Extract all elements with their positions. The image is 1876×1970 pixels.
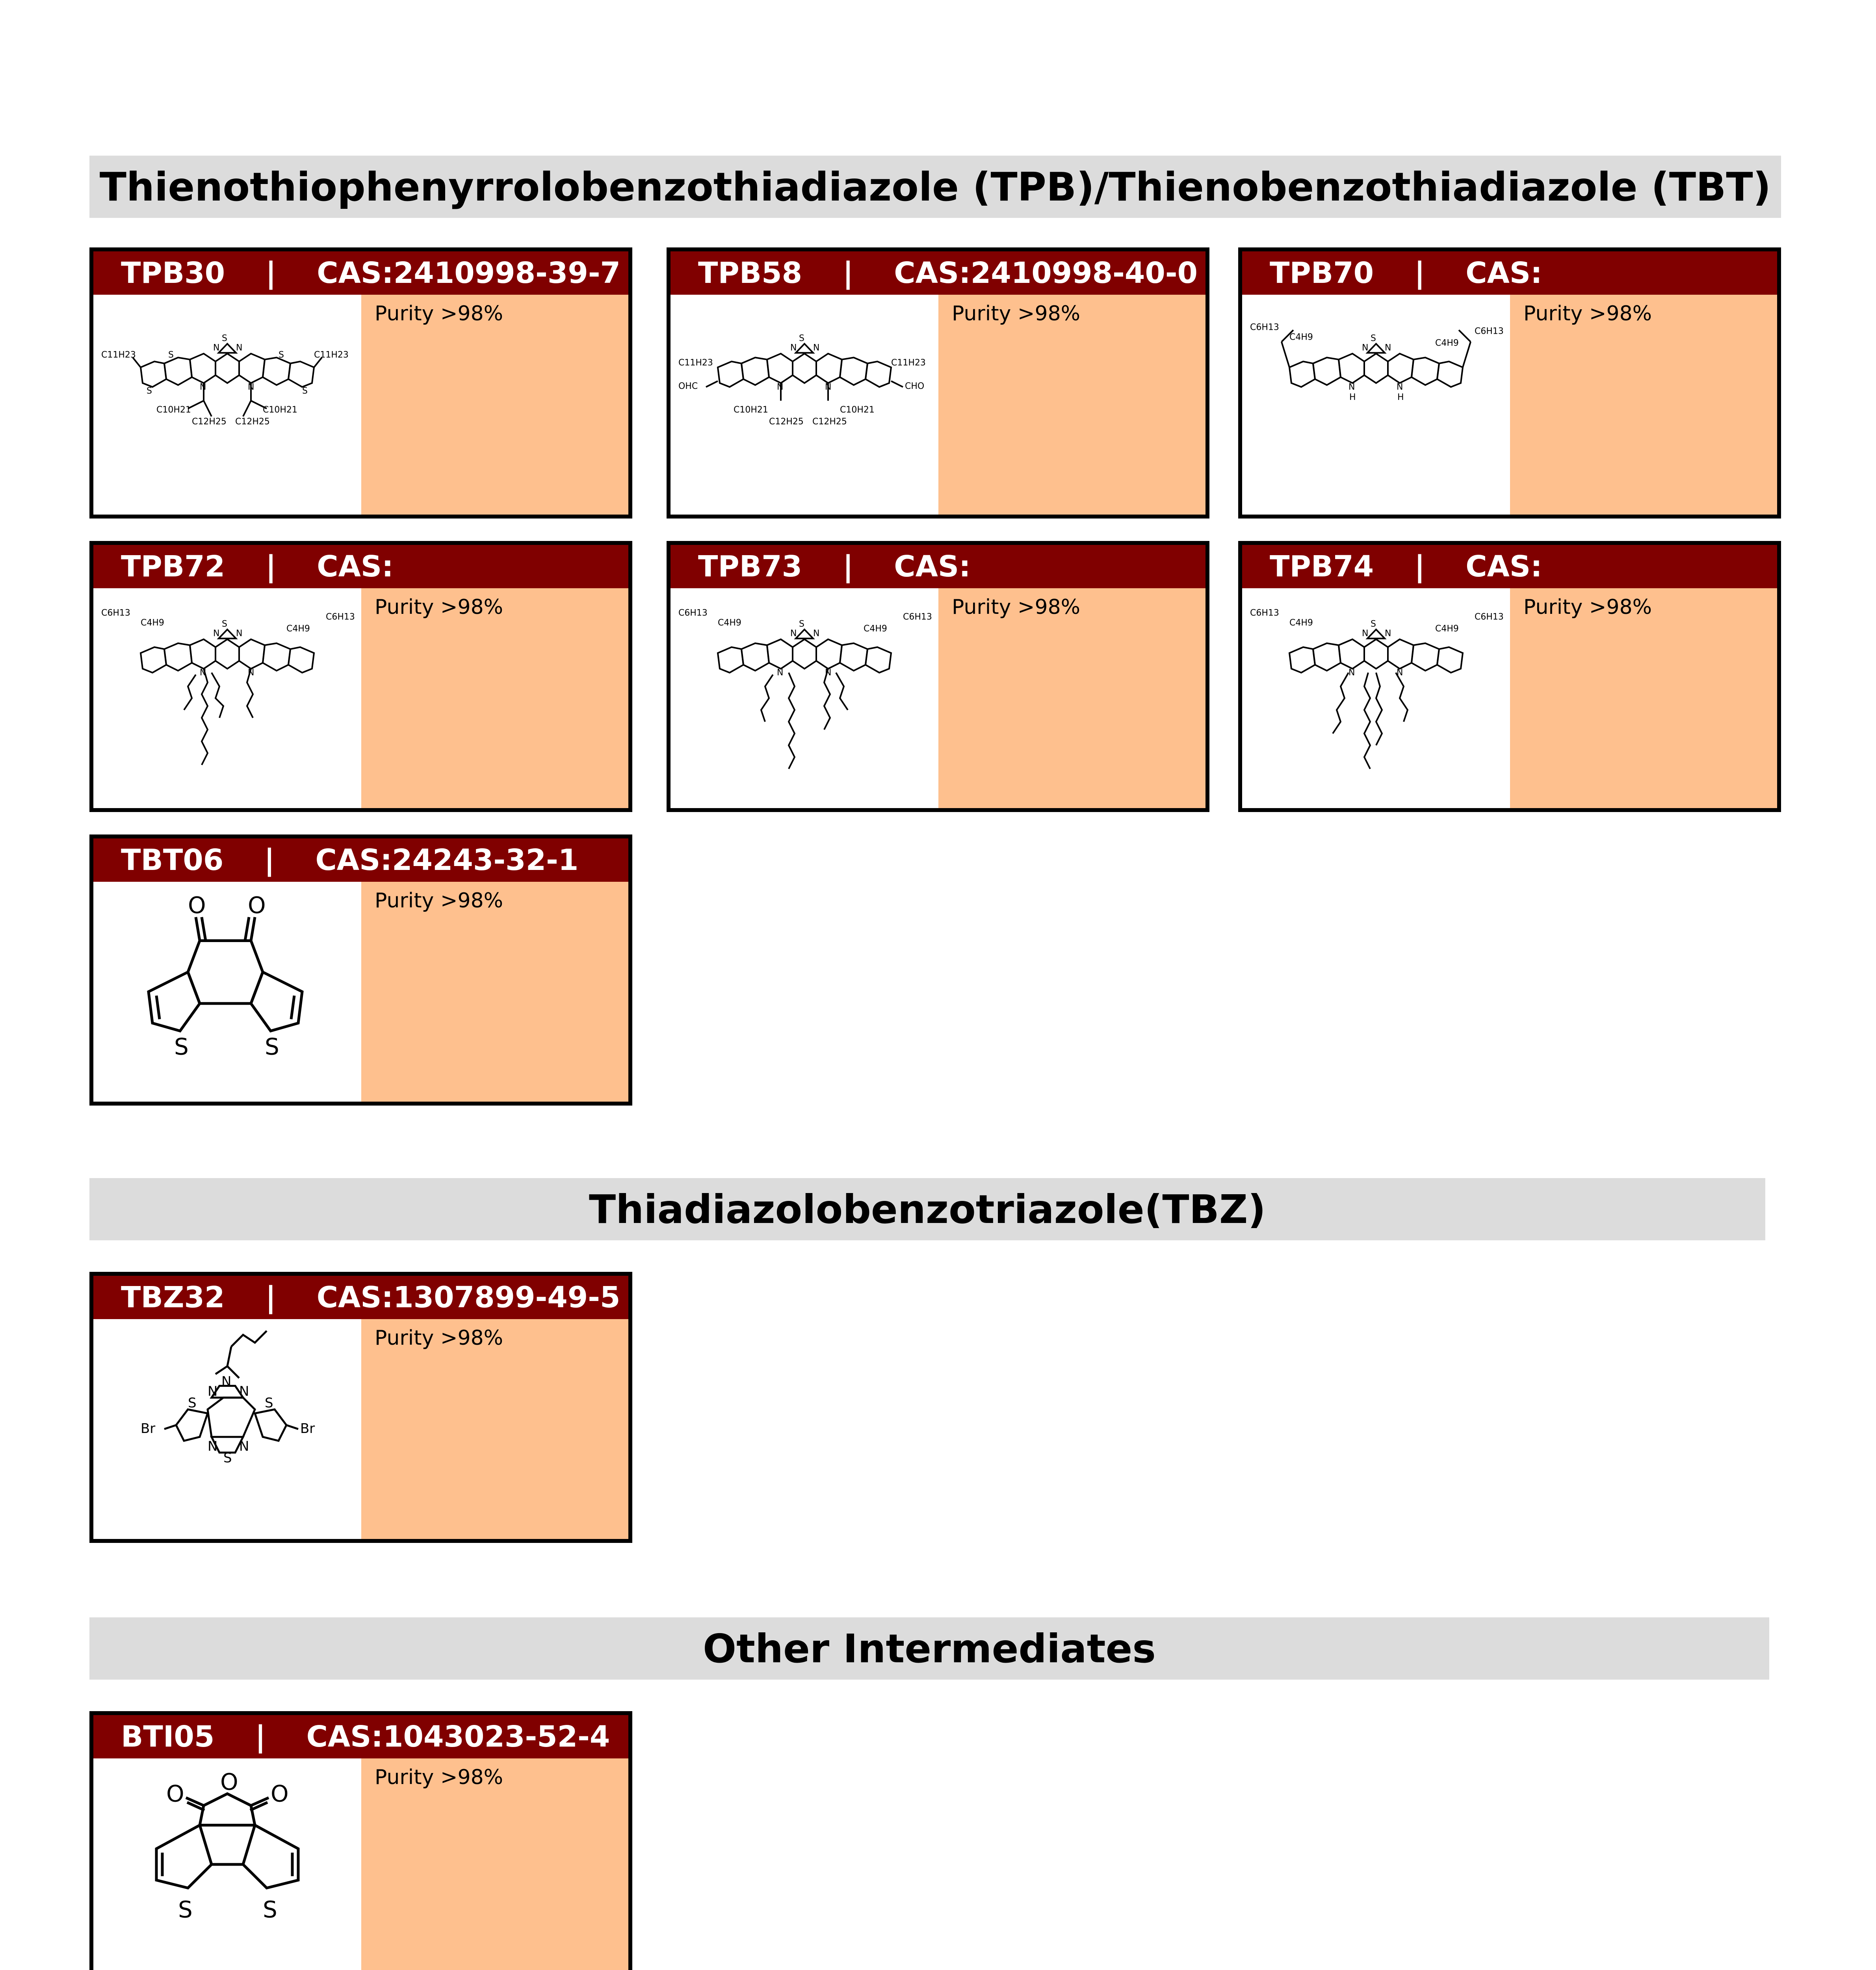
svg-text:C6H13: C6H13 [1250, 322, 1279, 333]
product-code: TBZ32 [121, 1280, 225, 1314]
svg-text:S: S [168, 350, 174, 360]
svg-text:S: S [799, 333, 804, 344]
svg-text:N: N [208, 1384, 218, 1399]
svg-text:N: N [236, 343, 243, 353]
cas-number: CAS:24243-32-1 [315, 843, 579, 877]
svg-text:S: S [279, 350, 284, 360]
svg-text:C12H25: C12H25 [192, 416, 227, 427]
svg-text:C4H9: C4H9 [864, 624, 887, 634]
svg-text:N: N [1348, 382, 1355, 392]
svg-text:N: N [248, 382, 254, 392]
svg-text:N: N [221, 1374, 232, 1390]
svg-text:C6H13: C6H13 [1250, 608, 1279, 618]
product-code: TPB30 [121, 256, 225, 290]
svg-text:C10H21: C10H21 [734, 405, 768, 415]
chemical-structure [93, 1758, 361, 1970]
svg-text:C10H21: C10H21 [263, 405, 297, 415]
cas-number: CAS: [1466, 256, 1542, 290]
svg-text:N: N [813, 628, 820, 639]
chemical-structure [671, 295, 938, 515]
product-code: TPB73 [698, 550, 802, 584]
svg-text:N: N [790, 628, 797, 639]
separator: | [1414, 550, 1425, 584]
cas-number: CAS: [1466, 550, 1542, 584]
purity-label: Purity >98% [375, 1326, 503, 1350]
svg-text:C12H25: C12H25 [812, 416, 847, 427]
chemical-structure [93, 295, 361, 515]
svg-text:O: O [188, 892, 206, 919]
svg-text:H: H [1397, 392, 1404, 403]
svg-text:C6H13: C6H13 [1475, 326, 1504, 336]
svg-text:S: S [265, 1033, 279, 1060]
section-title-tbz: Thiadiazolobenzotriazole(TBZ) [89, 1178, 1765, 1240]
svg-text:C4H9: C4H9 [141, 618, 164, 628]
chemical-structure [1242, 295, 1510, 515]
cas-number: CAS: [317, 550, 394, 584]
svg-text:N: N [1362, 628, 1369, 639]
svg-text:N: N [239, 1438, 249, 1454]
svg-text:O: O [166, 1780, 184, 1807]
separator: | [843, 550, 854, 584]
product-card-tpb74[interactable] [1238, 541, 1781, 812]
chemical-structure [1242, 588, 1510, 808]
purity-label: Purity >98% [1523, 595, 1652, 619]
separator: | [266, 256, 277, 290]
svg-text:N: N [239, 1384, 249, 1399]
svg-text:C12H25: C12H25 [235, 416, 270, 427]
product-code: TPB72 [121, 550, 225, 584]
separator: | [265, 1280, 276, 1314]
svg-text:C4H9: C4H9 [1435, 624, 1459, 634]
card-header [93, 251, 628, 295]
product-code: TPB74 [1270, 550, 1374, 584]
svg-text:C11H23: C11H23 [678, 358, 713, 368]
svg-text:N: N [825, 382, 832, 392]
product-info-panel [361, 882, 628, 1102]
svg-text:C6H13: C6H13 [101, 608, 130, 618]
separator: | [843, 256, 854, 290]
product-card-tbz32[interactable] [89, 1272, 632, 1543]
svg-text:N: N [777, 668, 784, 678]
purity-label: Purity >98% [1523, 302, 1652, 325]
svg-text:C11H23: C11H23 [101, 350, 136, 360]
svg-text:C6H13: C6H13 [903, 612, 932, 622]
svg-text:C12H25: C12H25 [769, 416, 804, 427]
svg-text:N: N [213, 628, 220, 639]
product-card-tpb30[interactable] [89, 247, 632, 519]
svg-text:CHO: CHO [905, 381, 925, 392]
svg-text:S: S [263, 1896, 277, 1923]
svg-text:C4H9: C4H9 [718, 618, 741, 628]
svg-text:S: S [1371, 333, 1376, 344]
svg-text:O: O [248, 892, 266, 919]
svg-text:C11H23: C11H23 [314, 350, 349, 360]
svg-text:S: S [1371, 619, 1376, 629]
svg-text:C6H13: C6H13 [1475, 612, 1504, 622]
card-header [1242, 251, 1777, 295]
svg-text:C4H9: C4H9 [1435, 338, 1459, 348]
svg-text:H: H [1349, 392, 1356, 403]
purity-label: Purity >98% [952, 302, 1081, 325]
cas-number: CAS:2410998-40-0 [894, 256, 1198, 290]
chemical-structure [93, 1319, 361, 1539]
product-card-tbt06[interactable] [89, 834, 632, 1106]
svg-text:S: S [799, 619, 804, 629]
svg-text:N: N [1385, 628, 1391, 639]
svg-text:N: N [1362, 343, 1369, 353]
product-info-panel [361, 295, 628, 515]
svg-text:OHC: OHC [678, 381, 698, 392]
svg-text:C11H23: C11H23 [891, 358, 926, 368]
section-title-tpb-tbt: Thienothiophenyrrolobenzothiadiazole (TPB)/Thienobenzothiadiazole (TBT) [89, 156, 1781, 218]
product-info-panel [361, 1319, 628, 1539]
svg-text:C6H13: C6H13 [325, 612, 355, 622]
cas-number: CAS:1043023-52-4 [306, 1720, 610, 1754]
svg-text:Br: Br [300, 1421, 315, 1437]
separator: | [266, 550, 277, 584]
product-code: BTI05 [121, 1720, 215, 1754]
svg-text:N: N [825, 668, 832, 678]
product-card-tpb72[interactable] [89, 541, 632, 812]
product-card-tpb70[interactable] [1238, 247, 1781, 519]
svg-text:N: N [208, 1438, 218, 1454]
separator: | [255, 1720, 266, 1754]
card-header [93, 838, 628, 882]
purity-label: Purity >98% [375, 595, 503, 619]
svg-text:N: N [1348, 668, 1355, 678]
purity-label: Purity >98% [375, 889, 503, 913]
product-info-panel [1510, 588, 1777, 808]
svg-text:C10H21: C10H21 [840, 405, 875, 415]
cas-number: CAS:1307899-49-5 [316, 1280, 620, 1314]
svg-text:O: O [271, 1780, 289, 1807]
svg-text:S: S [222, 619, 227, 629]
svg-text:N: N [1397, 668, 1403, 678]
product-card-tpb58[interactable] [667, 247, 1209, 519]
product-code: TPB70 [1270, 256, 1374, 290]
svg-text:N: N [777, 382, 784, 392]
separator: | [1414, 256, 1425, 290]
product-info-panel [361, 1758, 628, 1970]
product-card-bti05[interactable] [89, 1711, 632, 1970]
product-code: TBT06 [121, 843, 224, 877]
svg-text:Br: Br [141, 1421, 156, 1437]
svg-text:C4H9: C4H9 [286, 624, 310, 634]
svg-text:S: S [223, 1450, 232, 1466]
svg-text:C10H21: C10H21 [156, 405, 191, 415]
svg-text:N: N [248, 668, 254, 678]
svg-text:S: S [178, 1896, 193, 1923]
svg-text:N: N [1397, 382, 1403, 392]
section-title-other-intermediates: Other Intermediates [89, 1617, 1769, 1680]
svg-text:N: N [813, 343, 820, 353]
product-info-panel [938, 588, 1205, 808]
purity-label: Purity >98% [375, 302, 503, 325]
card-header [93, 1276, 628, 1319]
svg-text:N: N [1385, 343, 1391, 353]
purity-label: Purity >98% [375, 1766, 503, 1789]
svg-text:S: S [147, 386, 152, 396]
product-info-panel [361, 588, 628, 808]
card-header [93, 1715, 628, 1758]
card-header [671, 251, 1205, 295]
chemical-structure [93, 588, 361, 808]
svg-text:S: S [222, 333, 227, 344]
svg-text:S: S [188, 1396, 197, 1411]
cas-number: CAS:2410998-39-7 [317, 256, 621, 290]
purity-label: Purity >98% [952, 595, 1081, 619]
svg-text:S: S [174, 1033, 189, 1060]
chemical-structure [671, 588, 938, 808]
product-info-panel [938, 295, 1205, 515]
svg-text:O: O [220, 1768, 238, 1795]
svg-text:C4H9: C4H9 [1289, 332, 1313, 342]
product-card-tpb73[interactable] [667, 541, 1209, 812]
svg-text:C6H13: C6H13 [678, 608, 708, 618]
product-info-panel [1510, 295, 1777, 515]
separator: | [264, 843, 275, 877]
svg-text:C4H9: C4H9 [1289, 618, 1313, 628]
svg-text:N: N [236, 628, 243, 639]
card-header [1242, 545, 1777, 588]
svg-text:N: N [213, 343, 220, 353]
card-header [671, 545, 1205, 588]
svg-text:N: N [200, 382, 206, 392]
chemical-structure [93, 882, 361, 1102]
svg-text:S: S [265, 1396, 273, 1411]
cas-number: CAS: [894, 550, 971, 584]
svg-text:N: N [790, 343, 797, 353]
card-header [93, 545, 628, 588]
svg-text:N: N [200, 668, 206, 678]
product-code: TPB58 [698, 256, 802, 290]
svg-text:S: S [302, 386, 308, 396]
